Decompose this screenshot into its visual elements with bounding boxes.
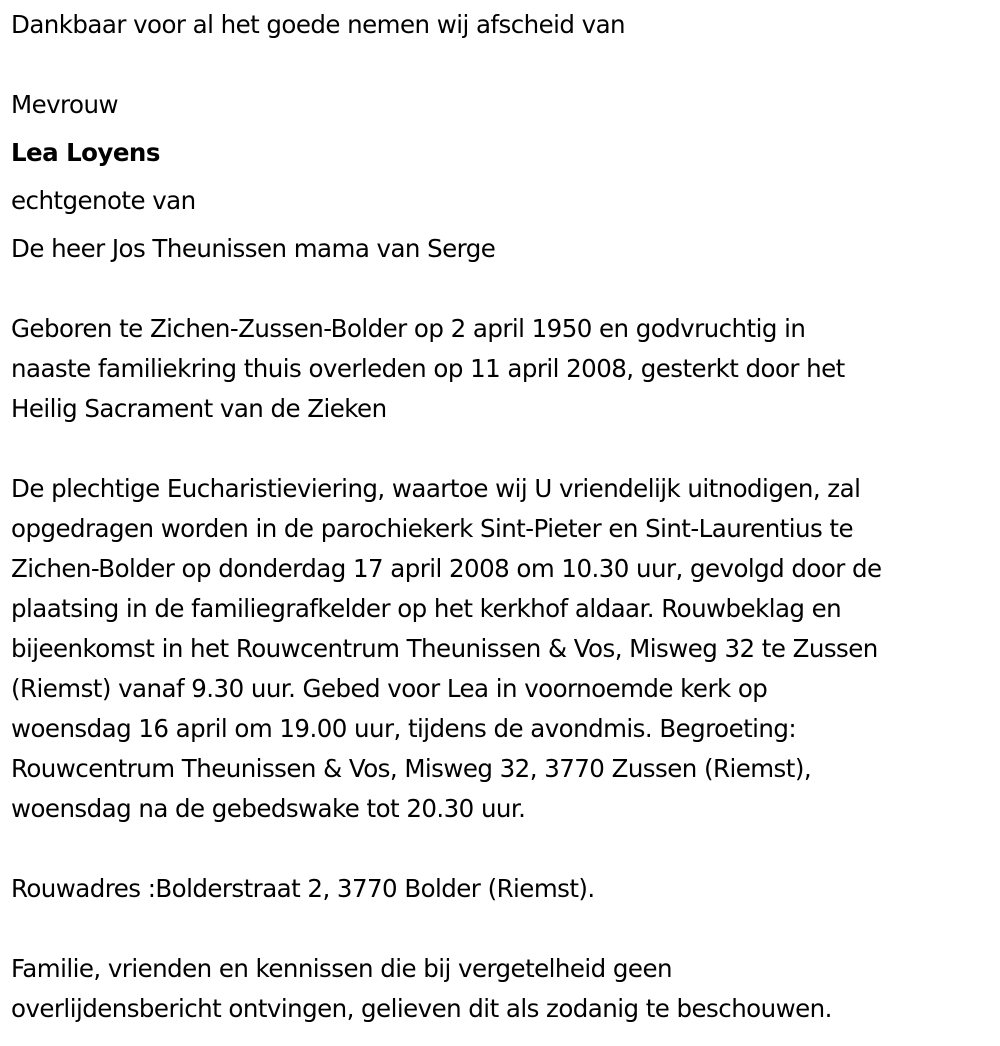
paragraph-line: plaatsing in de familiegrafkelder op het kerkhof aldaar. Rouwbeklag en (11, 594, 842, 623)
honorific: Mevrouw (11, 90, 118, 119)
paragraph-line: Zichen-Bolder op donderdag 17 april 2008 om 10.30 uur, gevolgd door de (11, 554, 882, 583)
paragraph-line: Geboren te Zichen-Zussen-Bolder op 2 april 1950 en godvruchtig in (11, 314, 806, 343)
closing-paragraph (11, 949, 986, 1029)
spacer (11, 829, 986, 869)
relation-line: echtgenote van (11, 186, 196, 215)
paragraph-line: bijeenkomst in het Rouwcentrum Theunissen & Vos, Misweg 32 te Zussen (11, 634, 878, 663)
paragraph-line: woensdag na de gebedswake tot 20.30 uur. (11, 794, 526, 823)
deceased-name: Lea Loyens (11, 138, 160, 167)
obituary-notice (11, 5, 986, 1029)
paragraph-line: naaste familiekring thuis overleden op 11 april 2008, gesterkt door het (11, 354, 845, 383)
paragraph-line: opgedragen worden in de parochiekerk Sint-Pieter en Sint-Laurentius te (11, 514, 854, 543)
birth-death-paragraph (11, 309, 986, 429)
spacer (11, 909, 986, 949)
paragraph-line: Heilig Sacrament van de Zieken (11, 394, 387, 423)
paragraph-line: Rouwcentrum Theunissen & Vos, Misweg 32, 3770 Zussen (Riemst), (11, 754, 812, 783)
paragraph-line: Familie, vrienden en kennissen die bij vergetelheid geen (11, 954, 672, 983)
paragraph-line: (Riemst) vanaf 9.30 uur. Gebed voor Lea in voornoemde kerk op (11, 674, 768, 703)
spacer (11, 269, 986, 309)
paragraph-line: woensdag 16 april om 19.00 uur, tijdens de avondmis. Begroeting: (11, 714, 797, 743)
spacer (11, 429, 986, 469)
spouse-line: De heer Jos Theunissen mama van Serge (11, 234, 496, 263)
paragraph-line: overlijdensbericht ontvingen, gelieven dit als zodanig te beschouwen. (11, 994, 832, 1023)
intro-line: Dankbaar voor al het goede nemen wij afscheid van (11, 10, 626, 39)
paragraph-line: De plechtige Eucharistieviering, waartoe wij U vriendelijk uitnodigen, zal (11, 474, 861, 503)
mourning-address: Rouwadres :Bolderstraat 2, 3770 Bolder (Riemst). (11, 874, 595, 903)
spacer (11, 45, 986, 85)
ceremony-paragraph (11, 469, 986, 829)
